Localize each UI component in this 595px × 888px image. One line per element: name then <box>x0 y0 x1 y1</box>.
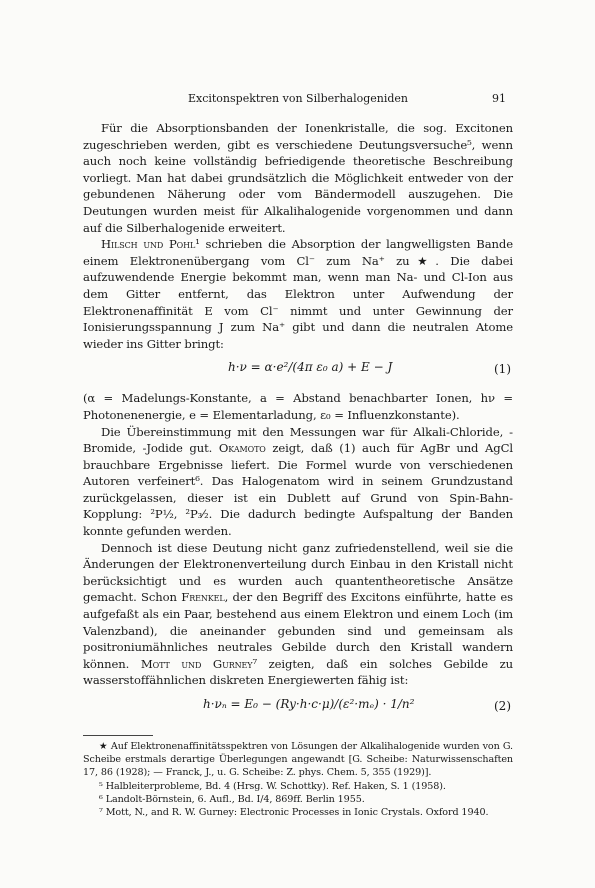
paragraph-5-text-a: Dennoch ist diese Deutung nicht ganz zufriedenstellend, weil sie die Änderungen der Elektronenverteilung durch Einbau in den Kristall nicht berücksichtigt und es wurden auch quantentheoretische Ansätze gemacht. Schon <box>83 540 513 605</box>
author-frenkel: Frenkel <box>181 590 225 605</box>
body-text <box>83 120 513 819</box>
paragraph-4-text-a: Die Übereinstimmung mit den Messungen war für Alkali-Chloride, -Bromide, -Jodide gut. <box>83 424 513 456</box>
paragraph-2-text: schrieben die Absorption der langwelligsten Bande einem Elektronenübergang vom Cl⁻ zum Na⁺ zu★. Die dabei aufzuwendende Energie bekommt man, wenn man Na- und Cl-Ion aus dem Gitter entfernt, das Elektron unter Aufwendung der Elektronenaffinität E vom Cl⁻ nimmt und unter Gewinnung der Ionisierungsspannung J zum Na⁺ gibt und dann die neutralen Atome wieder ins Gitter bringt: <box>83 237 513 351</box>
equation-2-number: (2) <box>494 699 511 713</box>
paragraph-4 <box>83 424 513 540</box>
paragraph-5-text-c: zeigten, daß ein solches Gebilde zu wasserstoffähnlichen diskreten Energiewerten fähig ist: <box>83 656 514 688</box>
equation-2-expression: h·νₙ = E₀ − (Ry·h·c·μ)/(ε²·mₑ) · 1/n² <box>203 697 415 711</box>
paragraph-2 <box>83 236 513 352</box>
equation-1-number: (1) <box>494 362 511 377</box>
paragraph-5-text-b: , der den Begriff des Excitons einführte, hatte es aufgefaßt als ein Paar, bestehend aus einem Elektron und einem Loch (im Valenzband), die aneinander gebunden sind und gemeinsam als positroniumähnliches neutrales Gebilde durch den Kristall wandern können. <box>83 590 514 671</box>
footnote-star: ★ Auf Elektronenaffinitätsspektren von Lösungen der Alkalihalogenide wurden von G. Scheibe erstmals derartige Überlegungen angewandt [G. Scheibe: Naturwissenschaften 17, 86 (1928); — Franck, J., u. G. Scheibe: Z. phys. Chem. 5, 355 (1929)]. <box>83 741 513 779</box>
paragraph-5 <box>83 540 513 689</box>
footnote-5: ⁵ Halbleiterprobleme, Bd. 4 (Hrsg. W. Schottky). Ref. Haken, S. 1 (1958). <box>99 780 446 792</box>
footnote-divider <box>83 735 153 736</box>
author-mott-gurney: Mott und Gurney⁷ <box>140 656 258 671</box>
equation-1 <box>83 356 513 386</box>
paragraph-1: Für die Absorptionsbanden der Ionenkristalle, die sog. Excitonen zugeschrieben werden, gibt es verschiedene Deutungsversuche⁵, wenn auch noch keine vollständig befriedigende theoretische Beschreibung vorliegt. Man hat dabei grundsätzlich die Möglichkeit entweder von der gebundenen Näherung oder vom Bändermodell auszugehen. Die Deutungen wurden meist für Alkalihalogenide vorgenommen und dann auf die Silberhalogenide erweitert. <box>83 121 513 235</box>
page-number: 91 <box>492 92 506 105</box>
equation-1-expression: h·ν = α·e²/(4π ε₀ a) + E − J <box>228 360 393 375</box>
equation-2 <box>83 693 513 723</box>
author-hilsch-pohl: Hilsch und Pohl¹ <box>101 237 200 252</box>
paragraph-4-text-b: zeigt, daß (1) auch für AgBr und AgCl brauchbare Ergebnisse liefert. Die Formel wurde von verschiedenen Autoren verfeinert⁶. Das Halogenatom wird in seinem Grundzustand zurückgelassen, dieser ist ein Dublett auf Grund von Spin-Bahn-Kopplung: ²P½, ²P₃⁄₂. Die dadurch bedingte Aufspaltung der Banden konnte gefunden werden. <box>83 441 513 539</box>
footnote-6: ⁶ Landolt-Börnstein, 6. Aufl., Bd. I/4, 869ff. Berlin 1955. <box>99 793 365 805</box>
author-okamoto: Okamoto <box>218 441 266 456</box>
paragraph-3: (α = Madelungs-Konstante, a = Abstand benachbarter Ionen, hν = Photonenenergie, e = Elementarladung, ε₀ = Influenzkonstante). <box>83 391 513 422</box>
footnote-7: ⁷ Mott, N., and R. W. Gurney: Electronic Processes in Ionic Crystals. Oxford 1940. <box>99 807 489 819</box>
running-title: Excitonspektren von Silberhalogeniden <box>187 92 409 105</box>
